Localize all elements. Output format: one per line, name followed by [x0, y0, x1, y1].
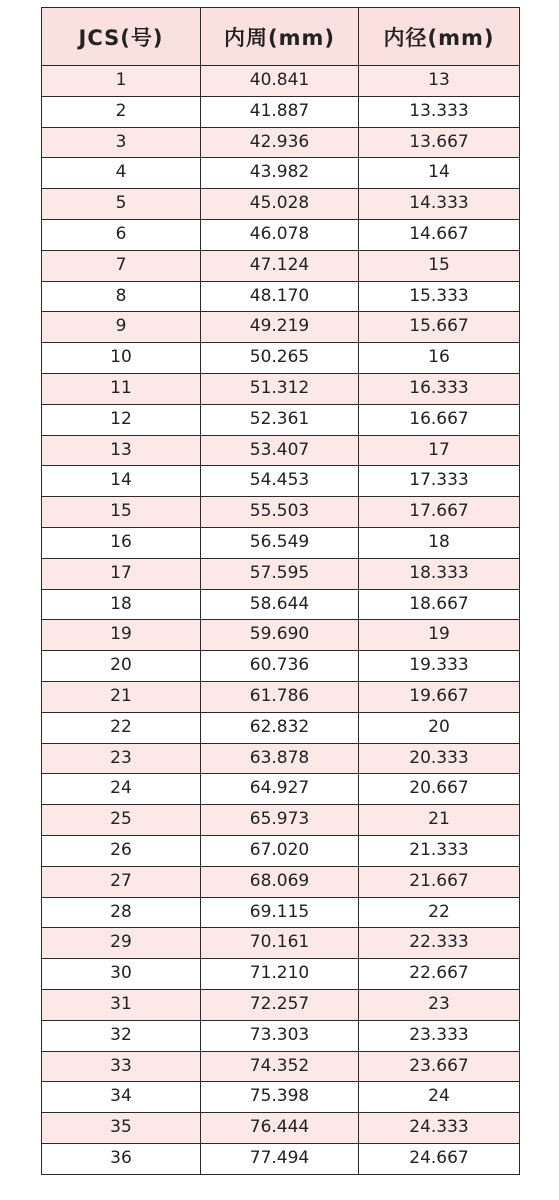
- cell-inner-diameter: 20: [359, 712, 520, 743]
- cell-jcs-size: 24: [42, 774, 201, 805]
- cell-inner-circumference: 60.736: [201, 651, 359, 682]
- cell-inner-diameter: 18.667: [359, 589, 520, 620]
- cell-jcs-size: 3: [42, 127, 201, 158]
- cell-inner-diameter: 18.333: [359, 558, 520, 589]
- cell-jcs-size: 19: [42, 620, 201, 651]
- cell-inner-diameter: 23.667: [359, 1051, 520, 1082]
- cell-inner-diameter: 15: [359, 250, 520, 281]
- table-row: [42, 281, 520, 312]
- cell-inner-diameter: 13.333: [359, 96, 520, 127]
- cell-jcs-size: 4: [42, 158, 201, 189]
- cell-jcs-size: 7: [42, 250, 201, 281]
- table-row: [42, 497, 520, 528]
- cell-inner-circumference: 40.841: [201, 66, 359, 97]
- cell-jcs-size: 11: [42, 373, 201, 404]
- cell-inner-diameter: 24: [359, 1082, 520, 1113]
- table-row: [42, 928, 520, 959]
- cell-inner-circumference: 76.444: [201, 1113, 359, 1144]
- cell-jcs-size: 27: [42, 866, 201, 897]
- cell-inner-circumference: 45.028: [201, 189, 359, 220]
- cell-inner-circumference: 59.690: [201, 620, 359, 651]
- cell-inner-diameter: 19.333: [359, 651, 520, 682]
- cell-inner-circumference: 72.257: [201, 989, 359, 1020]
- cell-jcs-size: 35: [42, 1113, 201, 1144]
- cell-inner-circumference: 75.398: [201, 1082, 359, 1113]
- cell-jcs-size: 32: [42, 1020, 201, 1051]
- cell-inner-circumference: 70.161: [201, 928, 359, 959]
- table-row: [42, 989, 520, 1020]
- table-row: [42, 1143, 520, 1174]
- cell-inner-circumference: 43.982: [201, 158, 359, 189]
- header-jcs-size: JCS(号): [42, 8, 201, 66]
- cell-jcs-size: 16: [42, 527, 201, 558]
- cell-inner-circumference: 64.927: [201, 774, 359, 805]
- cell-inner-circumference: 63.878: [201, 743, 359, 774]
- cell-inner-diameter: 13: [359, 66, 520, 97]
- cell-jcs-size: 20: [42, 651, 201, 682]
- table-row: [42, 558, 520, 589]
- cell-inner-diameter: 14.333: [359, 189, 520, 220]
- cell-inner-diameter: 20.333: [359, 743, 520, 774]
- cell-inner-diameter: 15.333: [359, 281, 520, 312]
- cell-inner-circumference: 57.595: [201, 558, 359, 589]
- cell-jcs-size: 10: [42, 343, 201, 374]
- table-row: [42, 527, 520, 558]
- cell-inner-circumference: 42.936: [201, 127, 359, 158]
- cell-inner-diameter: 17: [359, 435, 520, 466]
- cell-inner-circumference: 55.503: [201, 497, 359, 528]
- cell-jcs-size: 17: [42, 558, 201, 589]
- cell-inner-circumference: 71.210: [201, 959, 359, 990]
- ring-size-table: [41, 7, 520, 1175]
- cell-inner-diameter: 16.667: [359, 404, 520, 435]
- cell-inner-diameter: 21: [359, 805, 520, 836]
- header-inner-diameter: 内径(mm): [359, 8, 520, 66]
- cell-inner-circumference: 53.407: [201, 435, 359, 466]
- cell-inner-diameter: 16: [359, 343, 520, 374]
- cell-inner-circumference: 56.549: [201, 527, 359, 558]
- cell-jcs-size: 13: [42, 435, 201, 466]
- cell-jcs-size: 25: [42, 805, 201, 836]
- table-row: [42, 1020, 520, 1051]
- cell-inner-circumference: 41.887: [201, 96, 359, 127]
- cell-inner-diameter: 21.333: [359, 835, 520, 866]
- table-row: [42, 404, 520, 435]
- cell-jcs-size: 21: [42, 681, 201, 712]
- cell-jcs-size: 36: [42, 1143, 201, 1174]
- table-row: [42, 681, 520, 712]
- cell-inner-diameter: 23: [359, 989, 520, 1020]
- header-inner-circumference: 内周(mm): [201, 8, 359, 66]
- cell-inner-circumference: 62.832: [201, 712, 359, 743]
- cell-jcs-size: 15: [42, 497, 201, 528]
- table-row: [42, 620, 520, 651]
- table-row: [42, 219, 520, 250]
- table-row: [42, 1082, 520, 1113]
- cell-inner-circumference: 74.352: [201, 1051, 359, 1082]
- table-row: [42, 158, 520, 189]
- table-row: [42, 127, 520, 158]
- cell-inner-diameter: 17.333: [359, 466, 520, 497]
- cell-jcs-size: 22: [42, 712, 201, 743]
- table-row: [42, 712, 520, 743]
- cell-inner-circumference: 65.973: [201, 805, 359, 836]
- cell-jcs-size: 28: [42, 897, 201, 928]
- table-row: [42, 312, 520, 343]
- cell-inner-circumference: 68.069: [201, 866, 359, 897]
- cell-jcs-size: 5: [42, 189, 201, 220]
- cell-inner-diameter: 21.667: [359, 866, 520, 897]
- cell-jcs-size: 29: [42, 928, 201, 959]
- cell-jcs-size: 9: [42, 312, 201, 343]
- cell-jcs-size: 26: [42, 835, 201, 866]
- table-row: [42, 435, 520, 466]
- cell-inner-diameter: 17.667: [359, 497, 520, 528]
- cell-inner-circumference: 46.078: [201, 219, 359, 250]
- table-row: [42, 866, 520, 897]
- cell-jcs-size: 31: [42, 989, 201, 1020]
- cell-jcs-size: 1: [42, 66, 201, 97]
- table-row: [42, 343, 520, 374]
- cell-inner-circumference: 58.644: [201, 589, 359, 620]
- cell-inner-diameter: 22: [359, 897, 520, 928]
- cell-inner-circumference: 52.361: [201, 404, 359, 435]
- cell-inner-diameter: 18: [359, 527, 520, 558]
- table-row: [42, 835, 520, 866]
- cell-jcs-size: 12: [42, 404, 201, 435]
- table-row: [42, 373, 520, 404]
- ring-size-table-container: [41, 7, 519, 1175]
- cell-inner-circumference: 67.020: [201, 835, 359, 866]
- header-row: [42, 8, 520, 66]
- cell-inner-diameter: 19: [359, 620, 520, 651]
- cell-inner-circumference: 48.170: [201, 281, 359, 312]
- cell-inner-circumference: 73.303: [201, 1020, 359, 1051]
- cell-jcs-size: 33: [42, 1051, 201, 1082]
- table-row: [42, 66, 520, 97]
- table-row: [42, 774, 520, 805]
- cell-inner-circumference: 77.494: [201, 1143, 359, 1174]
- cell-inner-diameter: 15.667: [359, 312, 520, 343]
- cell-inner-diameter: 22.333: [359, 928, 520, 959]
- table-row: [42, 959, 520, 990]
- cell-jcs-size: 30: [42, 959, 201, 990]
- cell-inner-circumference: 69.115: [201, 897, 359, 928]
- table-row: [42, 96, 520, 127]
- cell-jcs-size: 8: [42, 281, 201, 312]
- cell-inner-diameter: 19.667: [359, 681, 520, 712]
- cell-inner-diameter: 14: [359, 158, 520, 189]
- cell-inner-circumference: 51.312: [201, 373, 359, 404]
- table-row: [42, 189, 520, 220]
- cell-inner-diameter: 24.333: [359, 1113, 520, 1144]
- cell-inner-diameter: 22.667: [359, 959, 520, 990]
- cell-inner-diameter: 13.667: [359, 127, 520, 158]
- cell-inner-diameter: 16.333: [359, 373, 520, 404]
- table-row: [42, 897, 520, 928]
- cell-inner-diameter: 14.667: [359, 219, 520, 250]
- cell-inner-diameter: 24.667: [359, 1143, 520, 1174]
- cell-inner-circumference: 50.265: [201, 343, 359, 374]
- cell-inner-circumference: 47.124: [201, 250, 359, 281]
- cell-inner-diameter: 23.333: [359, 1020, 520, 1051]
- table-row: [42, 466, 520, 497]
- table-body: [42, 66, 520, 1175]
- cell-jcs-size: 23: [42, 743, 201, 774]
- cell-inner-circumference: 49.219: [201, 312, 359, 343]
- table-row: [42, 1051, 520, 1082]
- cell-jcs-size: 34: [42, 1082, 201, 1113]
- cell-jcs-size: 18: [42, 589, 201, 620]
- table-row: [42, 1113, 520, 1144]
- table-header: [42, 8, 520, 66]
- table-row: [42, 743, 520, 774]
- cell-inner-diameter: 20.667: [359, 774, 520, 805]
- cell-inner-circumference: 54.453: [201, 466, 359, 497]
- cell-inner-circumference: 61.786: [201, 681, 359, 712]
- table-row: [42, 250, 520, 281]
- cell-jcs-size: 14: [42, 466, 201, 497]
- cell-jcs-size: 6: [42, 219, 201, 250]
- table-row: [42, 651, 520, 682]
- cell-jcs-size: 2: [42, 96, 201, 127]
- table-row: [42, 589, 520, 620]
- table-row: [42, 805, 520, 836]
